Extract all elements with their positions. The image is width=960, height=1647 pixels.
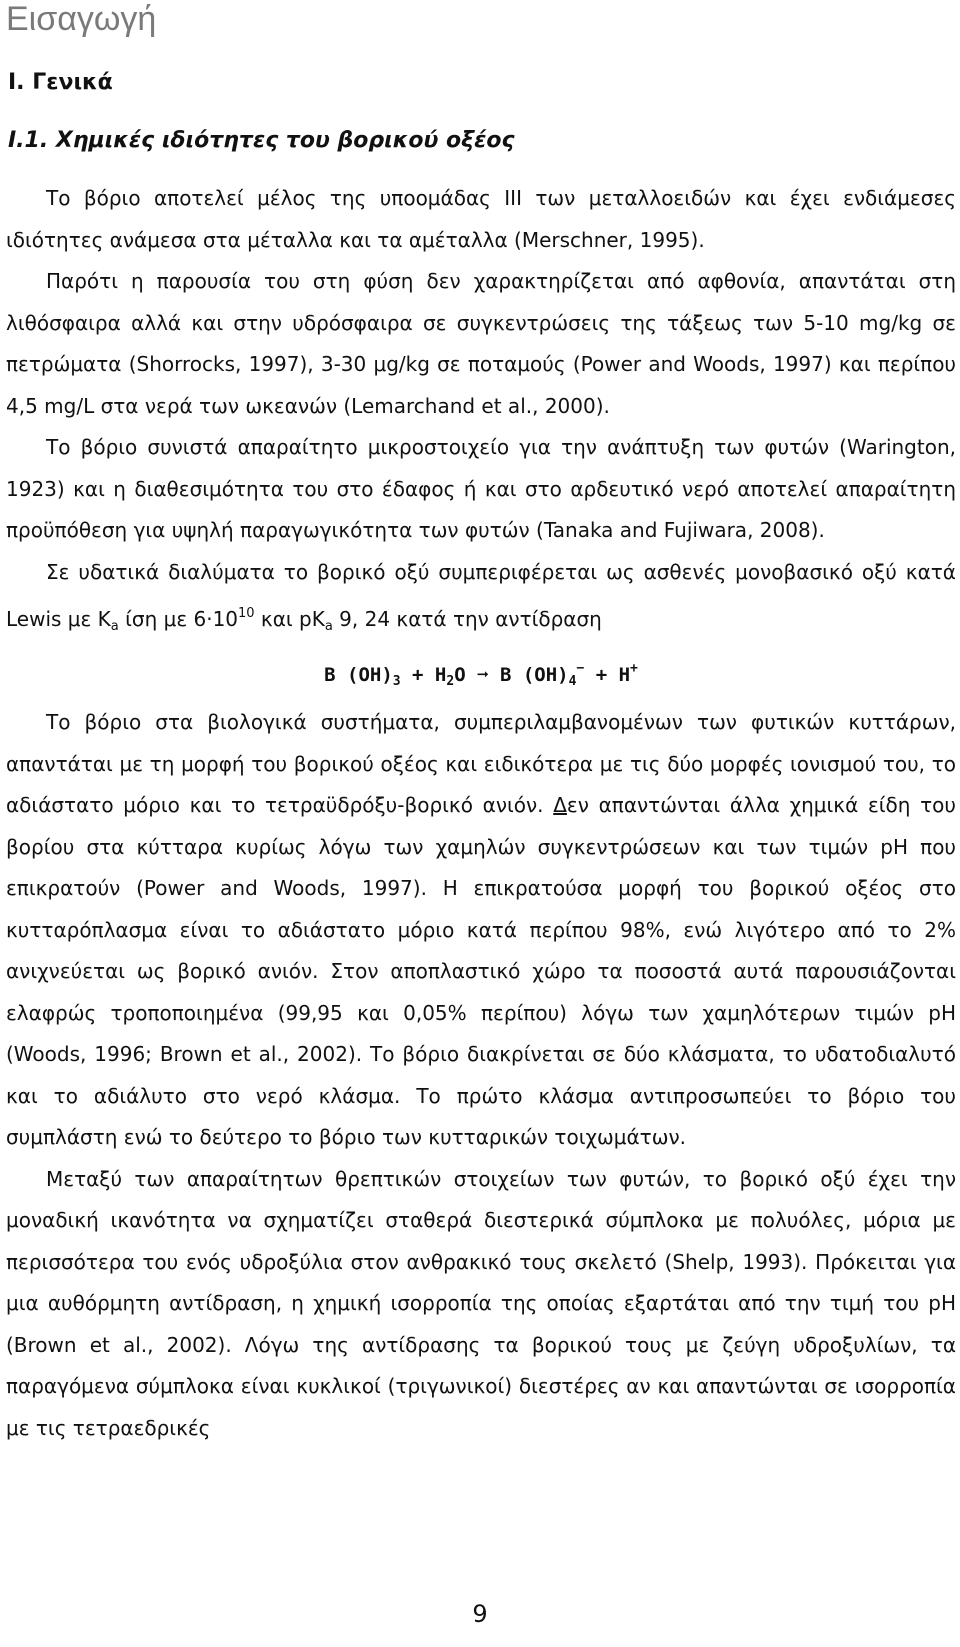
equation-part-3: O ➞ B (OH)	[454, 663, 569, 686]
page-title: Εισαγωγή	[6, 0, 157, 38]
paragraph-4	[6, 552, 956, 648]
exponent-superscript: 10	[238, 606, 255, 621]
pka-subscript: a	[324, 619, 333, 634]
paragraph-4-text-b: ίση με 6·10	[118, 607, 239, 631]
body-text	[6, 178, 956, 1449]
ka-subscript: a	[110, 619, 119, 634]
page-number: 9	[472, 1600, 488, 1628]
equation-part-4: + H	[584, 663, 631, 686]
equation-sub-2: 2	[446, 673, 455, 689]
paragraph-4-text-a: Σε υδατικά διαλύματα το βορικό οξύ συμπεριφέρεται ως ασθενές μονοβασικό οξύ κατά Lewis με K	[6, 559, 956, 631]
equation-part-2: + H	[400, 663, 447, 686]
equation-sub-1: 3	[392, 673, 401, 689]
paragraph-4-text-d: 9, 24 κατά την αντίδραση	[332, 607, 602, 631]
paragraph-3: Το βόριο συνιστά απαραίτητο μικροστοιχείο για την ανάπτυξη των φυτών (Warington, 1923) και η διαθεσιμότητα του στο έδαφος ή και στο αρδευτικό νερό αποτελεί απαραίτητη προϋπόθεση για υψηλή παραγωγικότητα των φυτών (Tanaka and Fujiwara, 2008).	[6, 435, 956, 542]
paragraph-4-text-c: και pK	[254, 607, 325, 631]
paragraph-5-underlined: Δ	[553, 793, 567, 817]
paragraph-5-text-a: Το βόριο στα βιολογικά συστήματα, συμπεριλαμβανομένων των φυτικών κυττάρων, απαντάται με τη μορφή του βορικού οξέος και ειδικότερα με τις δύο μορφές ιονισμού του, το αδιάστατο μόριο και το τετραϋδρόξυ-βορικό ανιόν.	[6, 710, 956, 817]
chemical-equation	[6, 648, 956, 703]
subsection-heading: I.1. Χημικές ιδιότητες του βορικού οξέος	[8, 128, 515, 153]
paragraph-6: Μεταξύ των απαραίτητων θρεπτικών στοιχείων των φυτών, το βορικό οξύ έχει την μοναδική ικανότητα να σχηματίζει σταθερά διεστερικά σύμπλοκα με πολυόλες, μόρια με περισσότερα του ενός υδροξύλια στον ανθρακικό τους σκελετό (Shelp, 1993). Πρόκειται για μια αυθόρμητη αντίδραση, η χημική ισορροπία της οποίας εξαρτάται από την τιμή του pH (Brown et al., 2002). Λόγω της αντίδρασης τα βορικού τους με ζεύγη υδροξυλίων, τα παραγόμενα σύμπλοκα είναι κυκλικοί (τριγωνικοί) διεστέρες αν και απαντώνται σε ισορροπία με τις τετραεδρικές	[6, 1166, 956, 1440]
equation-sup-3: −	[576, 660, 585, 676]
equation-sup-4: +	[630, 660, 638, 676]
paragraph-5-text-b: εν απαντώνται άλλα χημικά είδη του βορίου στα κύτταρα κυρίως λόγω των χαμηλών συγκεντρώσεων και των τιμών pH που επικρατούν (Power and Woods, 1997). Η επικρατούσα μορφή του βορικού οξέος στο κυτταρόπλασμα είναι το αδιάστατο μόριο κατά περίπου 98%, ενώ λιγότερο από το 2% ανιχνεύεται ως βορικό ανιόν. Στον αποπλαστικό χώρο τα ποσοστά αυτά παρουσιάζονται ελαφρώς τροποποιημένα (99,95 και 0,05% περίπου) λόγω των χαμηλότερων τιμών pH (Woods, 1996; Brown et al., 2002). Το βόριο διακρίνεται σε δύο κλάσματα, το υδατοδιαλυτό και το αδιάλυτο στο νερό κλάσμα. Το πρώτο κλάσμα αντιπροσωπεύει το βόριο του συμπλάστη ενώ το δεύτερο το βόριο των κυτταρικών τοιχωμάτων.	[6, 793, 956, 1149]
paragraph-5	[6, 702, 956, 1159]
equation-part-1: B (OH)	[324, 663, 393, 686]
paragraph-2: Παρότι η παρουσία του στη φύση δεν χαρακτηρίζεται από αφθονία, απαντάται στη λιθόσφαιρα αλλά και στην υδρόσφαιρα σε συγκεντρώσεις της τάξεως των 5-10 mg/kg σε πετρώματα (Shorrocks, 1997), 3-30 μg/kg σε ποταμούς (Power and Woods, 1997) και περίπου 4,5 mg/L στα νερά των ωκεανών (Lemarchand et al., 2000).	[6, 269, 957, 418]
equation-sub-3: 4	[568, 673, 577, 689]
paragraph-1: Το βόριο αποτελεί μέλος της υποομάδας III των μεταλλοειδών και έχει ενδιάμεσες ιδιότητες ανάμεσα στα μέταλλα και τα αμέταλλα (Merschner, 1995).	[6, 186, 956, 252]
section-heading: I. Γενικά	[8, 70, 113, 95]
